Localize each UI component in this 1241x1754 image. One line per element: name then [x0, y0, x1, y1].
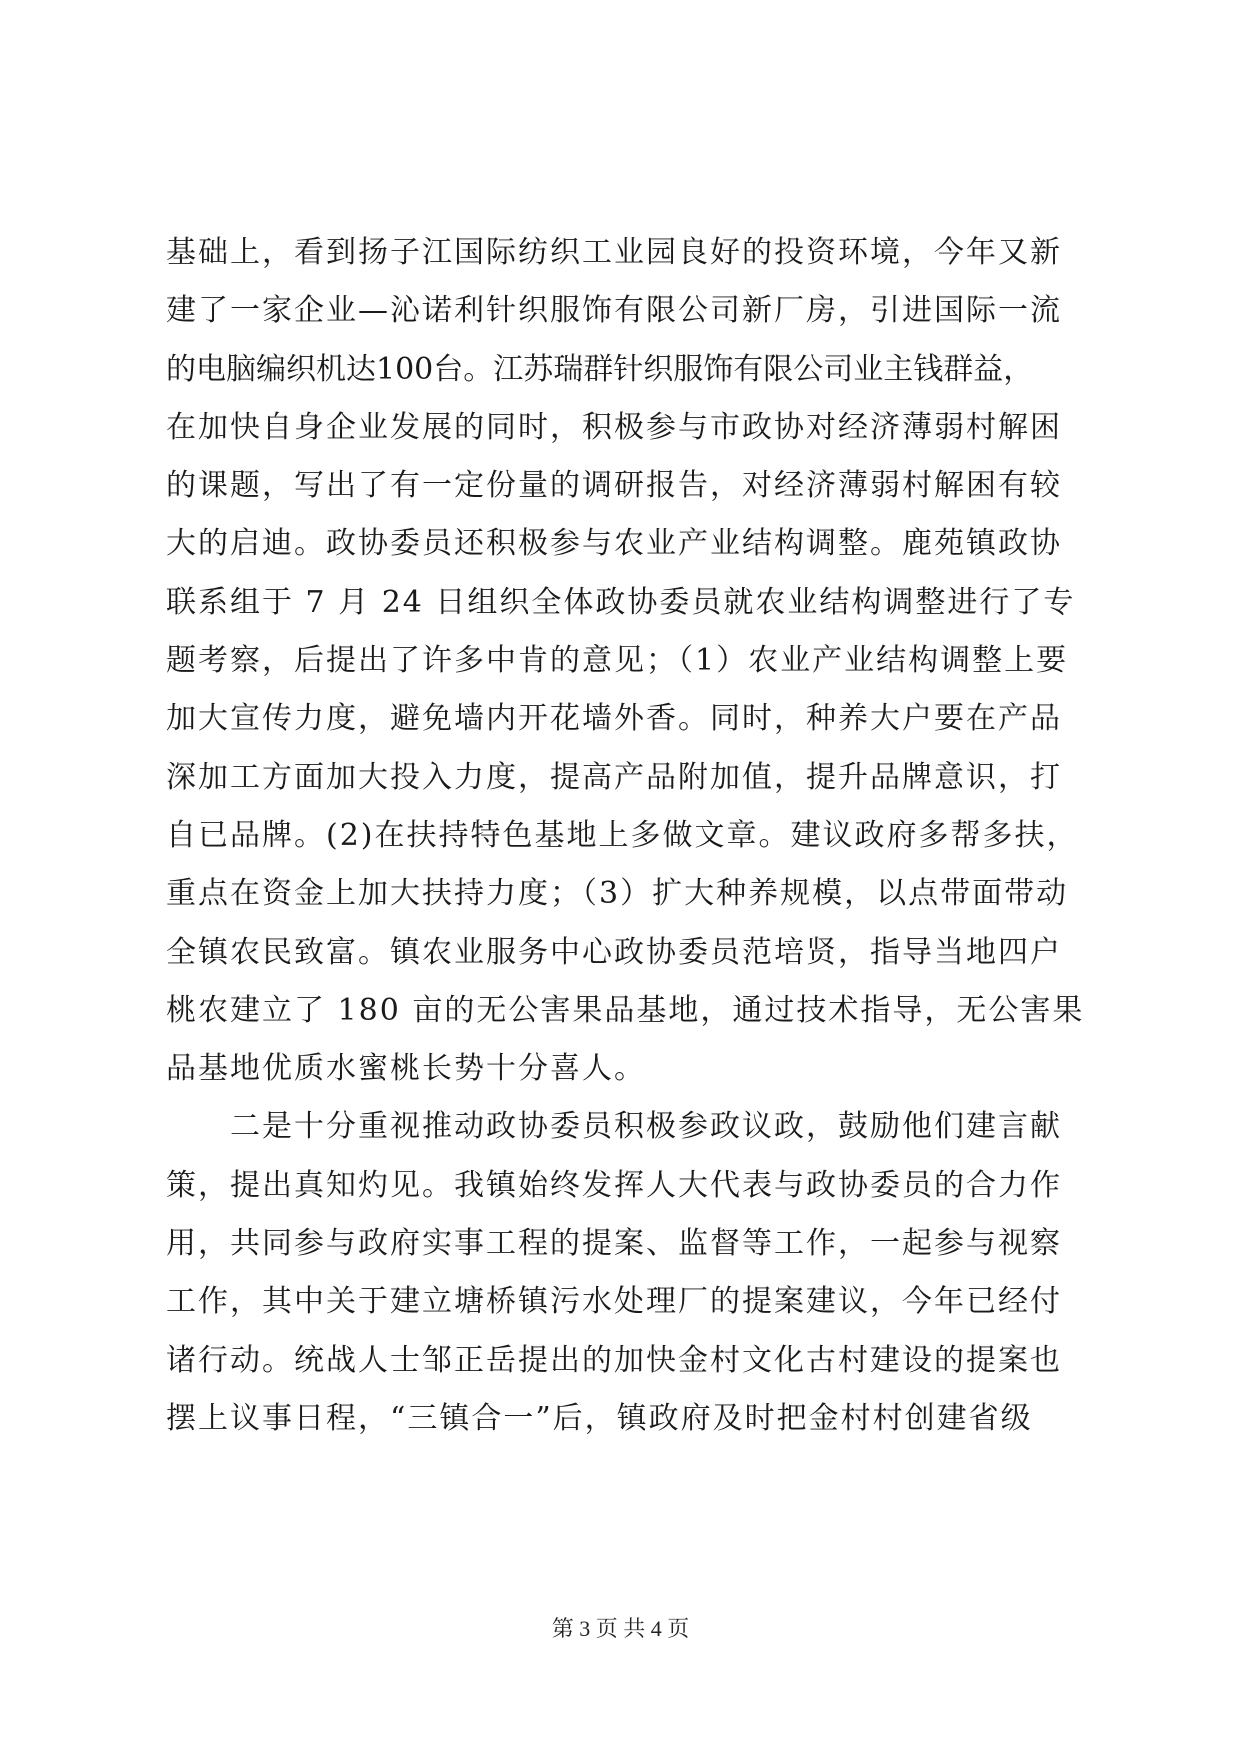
text-line: 品基地优质水蜜桃长势十分喜人。 [166, 1051, 646, 1087]
text-line: 深加工方面加大投入力度，提高产品附加值，提升品牌意识，打 [166, 759, 1062, 795]
text-line: 自已品牌。(2)在扶持特色基地上多做文章。建议政府多帮多扶， [166, 817, 1079, 853]
text-line: 用，共同参与政府实事工程的提案、监督等工作，一起参与视察 [166, 1226, 1062, 1262]
text-line: 策，提出真知灼见。我镇始终发挥人大代表与政协委员的合力作 [166, 1167, 1062, 1203]
text-line: 桃农建立了 180 亩的无公害果品基地，通过技术指导，无公害果 [166, 992, 1085, 1028]
text-line: 的电脑编织机达100台。江苏瑞群针织服饰有限公司业主钱群益， [166, 351, 1034, 387]
text-line: 在加快自身企业发展的同时，积极参与市政协对经济薄弱村解困 [166, 409, 1062, 445]
text-line: 工作，其中关于建立塘桥镇污水处理厂的提案建议，今年已经付 [166, 1284, 1062, 1320]
text-line: 的课题，写出了有一定份量的调研报告，对经济薄弱村解困有较 [166, 468, 1062, 504]
text-line: 全镇农民致富。镇农业服务中心政协委员范培贤，指导当地四户 [166, 934, 1062, 970]
text-line: 建了一家企业—沁诺利针织服饰有限公司新厂房，引进国际一流 [166, 293, 1062, 329]
text-line: 题考察，后提出了许多中肯的意见；（1）农业产业结构调整上要 [166, 643, 1069, 679]
text-line: 联系组于 7 月 24 日组织全体政协委员就农业结构调整进行了专 [166, 584, 1076, 620]
text-line: 诸行动。统战人士邹正岳提出的加快金村文化古村建设的提案也 [166, 1342, 1062, 1378]
text-line: 基础上，看到扬子江国际纺织工业园良好的投资环境，今年又新 [166, 235, 1062, 270]
text-line: 摆上议事日程，“三镇合一”后，镇政府及时把金村村创建省级 [166, 1400, 1033, 1436]
text-line: 加大宣传力度，避免墙内开花墙外香。同时，种养大户要在产品 [166, 701, 1062, 737]
text-line: 二是十分重视推动政协委员积极参政议政，鼓励他们建言献 [166, 1109, 1062, 1145]
page-number-footer: 第 3 页 共 4 页 [551, 1616, 690, 1641]
text-line: 大的启迪。政协委员还积极参与农业产业结构调整。鹿苑镇政协 [166, 526, 1062, 562]
text-line: 重点在资金上加大扶持力度；（3）扩大种养规模，以点带面带动 [166, 876, 1069, 912]
body-text [166, 224, 1086, 1448]
